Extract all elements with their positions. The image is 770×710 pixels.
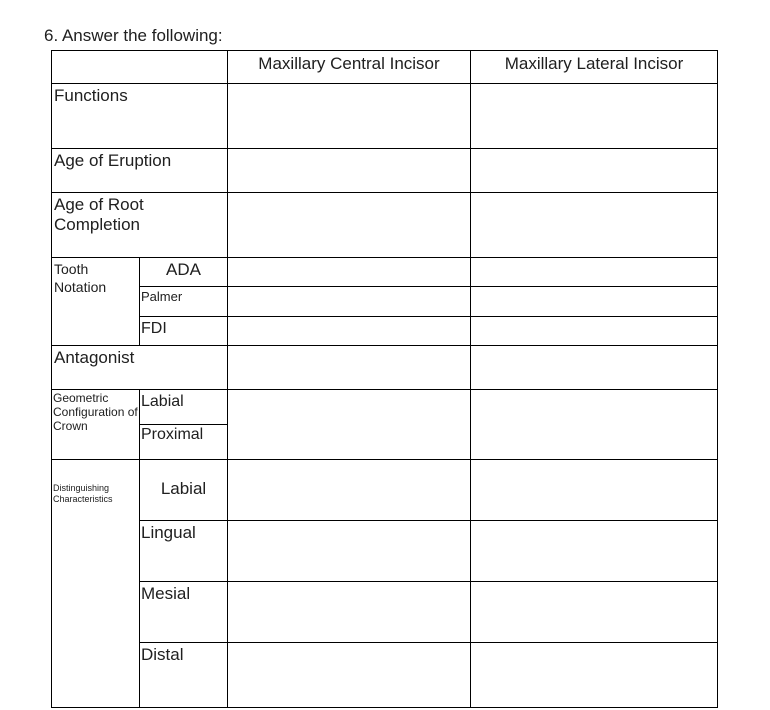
column-header-lateral-incisor: Maxillary Lateral Incisor [471,51,718,84]
answer-cell-palmer-lateral[interactable] [471,287,718,317]
table-row-distinguishing-labial [52,460,718,521]
answer-cell-dist-labial-central[interactable] [228,460,471,521]
row-label-geometric-configuration [52,390,140,460]
table-header-row [52,51,718,84]
distinguishing-label-line-1: Distinguishing [53,483,110,493]
answer-cell-functions-central[interactable] [228,84,471,149]
table-row-tooth-notation-palmer [52,287,718,317]
question-prompt: 6. Answer the following: [44,26,223,45]
answer-cell-root-lateral[interactable] [471,193,718,258]
sub-label-distinguishing-lingual: Lingual [140,521,228,582]
geometric-label-line-2: Configuration of [53,405,138,419]
row-label-age-of-root-completion: Age of Root Completion [52,193,228,258]
answer-cell-dist-mesial-central[interactable] [228,582,471,643]
table-row-age-of-eruption [52,149,718,193]
table-row-distinguishing-mesial [52,582,718,643]
answer-cell-geometric-lateral[interactable] [471,390,718,460]
geometric-label-line-1: Geometric [53,391,109,405]
answer-cell-ada-lateral[interactable] [471,258,718,287]
answer-cell-palmer-central[interactable] [228,287,471,317]
answer-cell-root-central[interactable] [228,193,471,258]
table-row-distinguishing-lingual [52,521,718,582]
answer-cell-ada-central[interactable] [228,258,471,287]
table-row-tooth-notation-fdi [52,317,718,346]
answer-cell-dist-mesial-lateral[interactable] [471,582,718,643]
answer-cell-functions-lateral[interactable] [471,84,718,149]
answer-cell-dist-labial-lateral[interactable] [471,460,718,521]
table-row-functions [52,84,718,149]
answer-cell-dist-lingual-lateral[interactable] [471,521,718,582]
answer-cell-dist-lingual-central[interactable] [228,521,471,582]
distinguishing-label-line-2: Characteristics [53,494,113,504]
sub-label-geometric-proximal: Proximal [140,425,228,460]
sub-label-distinguishing-mesial: Mesial [140,582,228,643]
table-row-antagonist [52,346,718,390]
row-label-antagonist: Antagonist [52,346,228,390]
answer-cell-fdi-central[interactable] [228,317,471,346]
row-label-distinguishing-characteristics [52,460,140,708]
column-header-central-incisor: Maxillary Central Incisor [228,51,471,84]
table-row-distinguishing-distal [52,643,718,708]
table-row-age-of-root-completion [52,193,718,258]
sub-label-distinguishing-distal: Distal [140,643,228,708]
sub-label-ada: ADA [140,258,228,287]
worksheet-table [51,50,718,708]
answer-cell-eruption-lateral[interactable] [471,149,718,193]
geometric-label-line-3: Crown [53,419,88,433]
row-label-age-of-eruption: Age of Eruption [52,149,228,193]
answer-cell-dist-distal-central[interactable] [228,643,471,708]
answer-cell-dist-distal-lateral[interactable] [471,643,718,708]
answer-cell-fdi-lateral[interactable] [471,317,718,346]
table-row-tooth-notation-ada [52,258,718,287]
sub-label-geometric-labial: Labial [140,390,228,425]
table-row-geometric-labial [52,390,718,425]
header-corner-cell [52,51,228,84]
sub-label-distinguishing-labial: Labial [140,460,228,521]
answer-cell-antagonist-lateral[interactable] [471,346,718,390]
answer-cell-eruption-central[interactable] [228,149,471,193]
row-label-tooth-notation: Tooth Notation [52,258,140,346]
row-label-functions: Functions [52,84,228,149]
answer-cell-antagonist-central[interactable] [228,346,471,390]
sub-label-fdi: FDI [140,317,228,346]
sub-label-palmer: Palmer [140,287,228,317]
answer-cell-geometric-central[interactable] [228,390,471,460]
